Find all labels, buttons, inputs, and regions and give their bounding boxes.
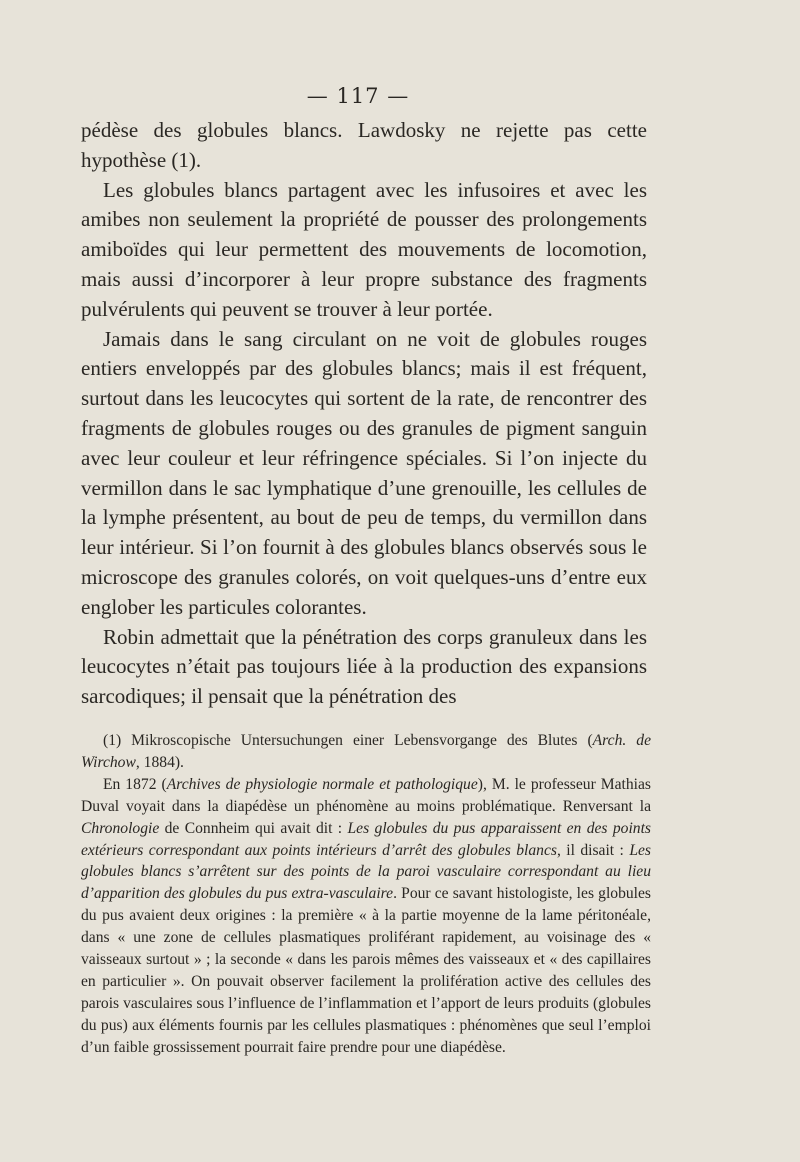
footnote-1-text-2: , 1884).	[135, 753, 184, 771]
footnote-2-quote-duval: Les globules blancs s’arrêtent sur des points de la paroi vasculaire correspondant au lieu d’apparition des globules du pus extra-vasculaire	[81, 841, 651, 903]
page-number: — 117 —	[306, 84, 410, 108]
footnote-1-journal: Arch. de Wirchow	[81, 732, 651, 771]
main-text	[81, 116, 647, 712]
footnote-2-text-2: ), M. le professeur Mathias Duval voyait dans la diapédèse un phénomène au moins problématique. Renversant la	[81, 775, 652, 815]
footnote-2-chronologie: Chronologie	[81, 819, 160, 837]
footnote-1-text-1: (1) Mikroscopische Untersuchungen einer Lebensvorgange des Blutes (	[103, 732, 593, 749]
footnote-2	[81, 774, 651, 1059]
footnote-2-text-3: de Connheim qui avait dit :	[159, 819, 348, 837]
paragraph-2: Les globules blancs partagent avec les infusoires et avec les amibes non seulement la propriété de pousser des prolongements amiboïdes qui leur permettent des mouvements de locomotion, mais aussi d’incorporer à leur propre substance des fragments pulvérulents qui peuvent se trouver à leur portée.	[81, 177, 647, 321]
footnote-1	[81, 730, 651, 774]
footnote-2-journal: Archives de physiologie normale et pathologique	[166, 775, 478, 793]
footnote-2-text-1: En 1872 (	[103, 775, 167, 793]
footnotes	[81, 730, 651, 1059]
paragraph-3: Jamais dans le sang circulant on ne voit de globules rouges entiers enveloppés par des globules blancs; mais il est fréquent, surtout dans les leucocytes qui sortent de la rate, de rencontrer des fragments de globules rouges ou des granules de pigment sanguin avec leur couleur et leur réfringence spéciales. Si l’on injecte du vermillon dans le sac lymphatique d’une grenouille, les cellules de la lymphe présentent, au bout de peu de temps, du vermillon dans leur intérieur. Si l’on fournit à des globules blancs observés sous le microscope des granules colorés, on voit quelques-uns d’entre eux englober les particules colorantes.	[81, 326, 647, 619]
footnote-2-text-5: . Pour ce savant histologiste, les globules du pus avaient deux origines : la première « à la partie moyenne de la lame péritonéale, dans « une zone de cellules plasmatiques proliférant rapidement, au voisinage des « vaisseaux surtout » ; la seconde « dans les parois mêmes des vaisseaux et « des capillaires en particulier ». On pouvait observer facilement la prolifération active des cellules des parois vasculaires sous l’influence de l’inflammation et l’apport de leurs produits (globules du pus) aux éléments fournis par les cellules plasmatiques : phénomènes que seul l’emploi d’un faible grossissement pourrait faire prendre pour une diapédèse.	[81, 885, 652, 1056]
paragraph-1: pédèse des globules blancs. Lawdosky ne rejette pas cette hypothèse (1).	[81, 118, 647, 172]
footnote-2-quote-connheim: Les globules du pus apparaissent en des points extérieurs correspondant aux points intérieurs d’arrêt des globules blancs	[81, 819, 651, 859]
paragraph-4: Robin admettait que la pénétration des corps granuleux dans les leucocytes n’était pas toujours liée à la production des expansions sarcodiques; il pensait que la pénétration des	[81, 624, 647, 709]
footnote-2-text-4: , il disait :	[556, 841, 630, 859]
